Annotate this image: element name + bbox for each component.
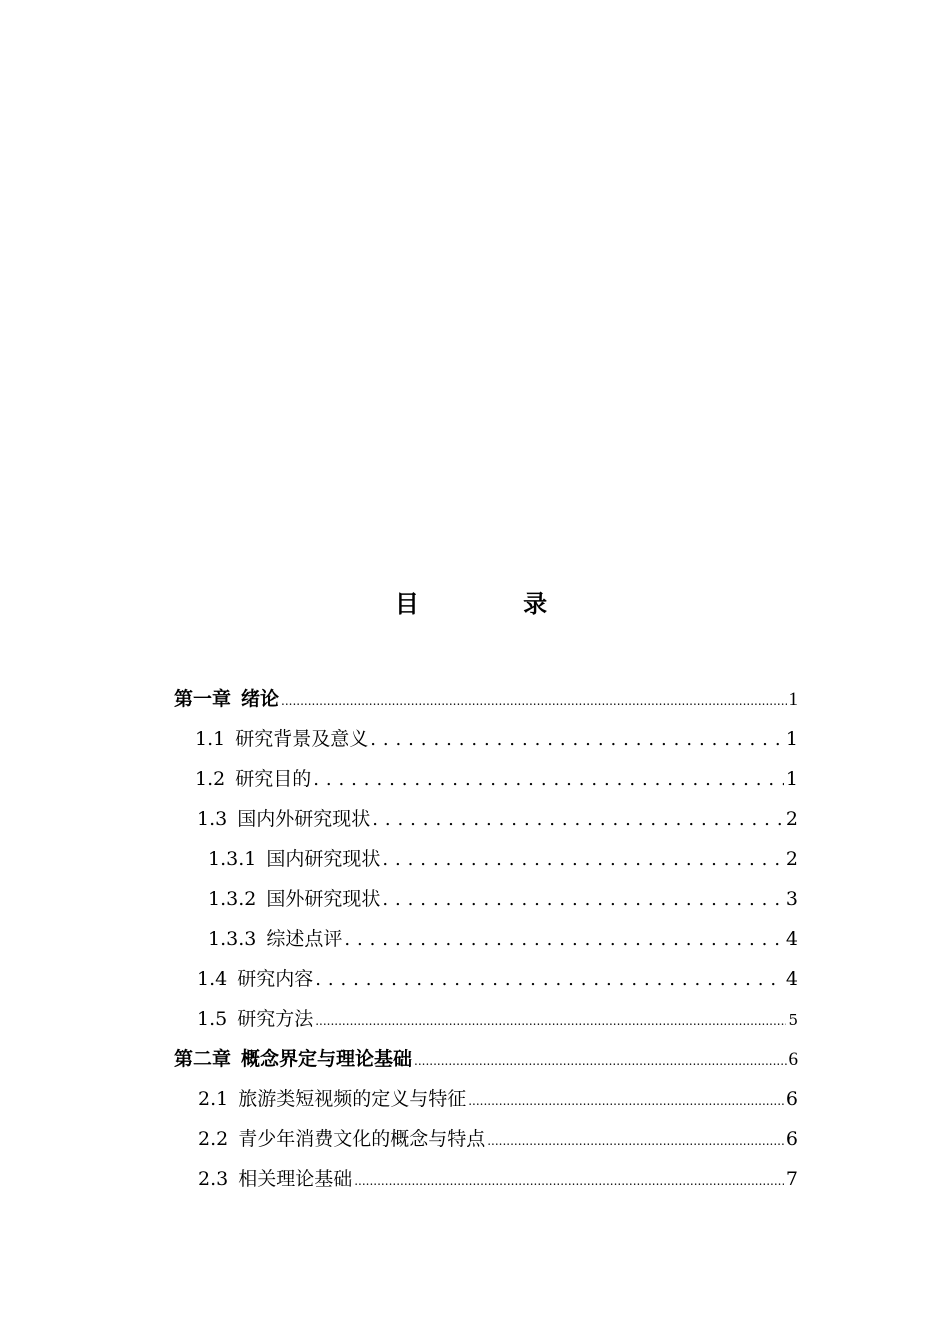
entry-label: 青少年消费文化的概念与特点 [238,1128,486,1150]
entry-label: 研究背景及意义 [235,728,369,750]
entry-number: 1.5 [197,1008,228,1030]
entry-page: 1 [788,689,798,710]
entry-label: 国内研究现状 [266,848,381,870]
toc-entry-2-1[interactable] [198,1079,798,1119]
entry-page: 3 [785,888,798,910]
toc-entry-chapter-1[interactable] [174,679,798,719]
toc-entry-1-3-3[interactable] [208,919,798,959]
entry-page: 5 [788,1011,798,1029]
dot-leader [468,1079,784,1121]
toc-title: 目 录 [394,590,596,618]
toc-entry-1-3[interactable] [197,799,798,839]
entry-number: 1.4 [197,968,228,990]
entry-label: 绪论 [241,688,280,710]
entry-page: 4 [785,928,798,950]
entry-number: 1.3.1 [208,848,257,870]
toc-entry-1-2[interactable] [195,759,798,799]
entry-page: 6 [785,1128,798,1150]
entry-page: 1 [785,768,798,790]
entry-label: 相关理论基础 [238,1168,353,1190]
entry-page: 4 [785,968,798,990]
toc-entry-1-1[interactable] [195,719,798,759]
entry-page: 1 [785,728,798,750]
entry-number: 第一章 [174,688,232,710]
toc-entry-2-2[interactable] [198,1119,798,1159]
entry-number: 第二章 [174,1048,232,1070]
dot-leader [313,759,784,800]
dot-leader [344,919,784,960]
entry-number: 1.3.2 [208,888,257,910]
entry-label: 国内外研究现状 [237,808,371,830]
entry-label: 概念界定与理论基础 [241,1048,413,1070]
dot-leader [372,799,784,840]
entry-label: 研究目的 [235,768,312,790]
toc-entry-1-4[interactable] [197,959,798,999]
dot-leader [382,839,784,880]
dot-leader [414,1039,786,1081]
dot-leader [281,679,786,721]
toc-entry-2-3[interactable] [198,1159,798,1199]
toc-entry-chapter-2[interactable] [174,1039,798,1079]
entry-label: 综述点评 [266,928,343,950]
entry-number: 1.2 [195,768,226,790]
entry-number: 1.3 [197,808,228,830]
dot-leader [370,719,784,760]
entry-number: 1.3.3 [208,928,257,950]
entry-page: 6 [788,1049,798,1070]
dot-leader [354,1159,784,1201]
entry-number: 2.1 [198,1088,229,1110]
entry-page: 6 [785,1088,798,1110]
entry-number: 1.1 [195,728,226,750]
entry-label: 研究内容 [237,968,314,990]
entry-label: 研究方法 [237,1008,314,1030]
entry-number: 2.3 [198,1168,229,1190]
toc-entry-1-3-1[interactable] [208,839,798,879]
dot-leader [382,879,784,920]
entry-label: 旅游类短视频的定义与特征 [238,1088,467,1110]
dot-leader [315,959,784,1000]
entry-number: 2.2 [198,1128,229,1150]
entry-page: 7 [785,1168,798,1190]
entry-page: 2 [785,808,798,830]
entry-page: 2 [785,848,798,870]
toc-entry-1-5[interactable] [197,999,798,1039]
dot-leader [487,1119,784,1161]
entry-label: 国外研究现状 [266,888,381,910]
toc-entry-1-3-2[interactable] [208,879,798,919]
dot-leader [315,999,786,1041]
